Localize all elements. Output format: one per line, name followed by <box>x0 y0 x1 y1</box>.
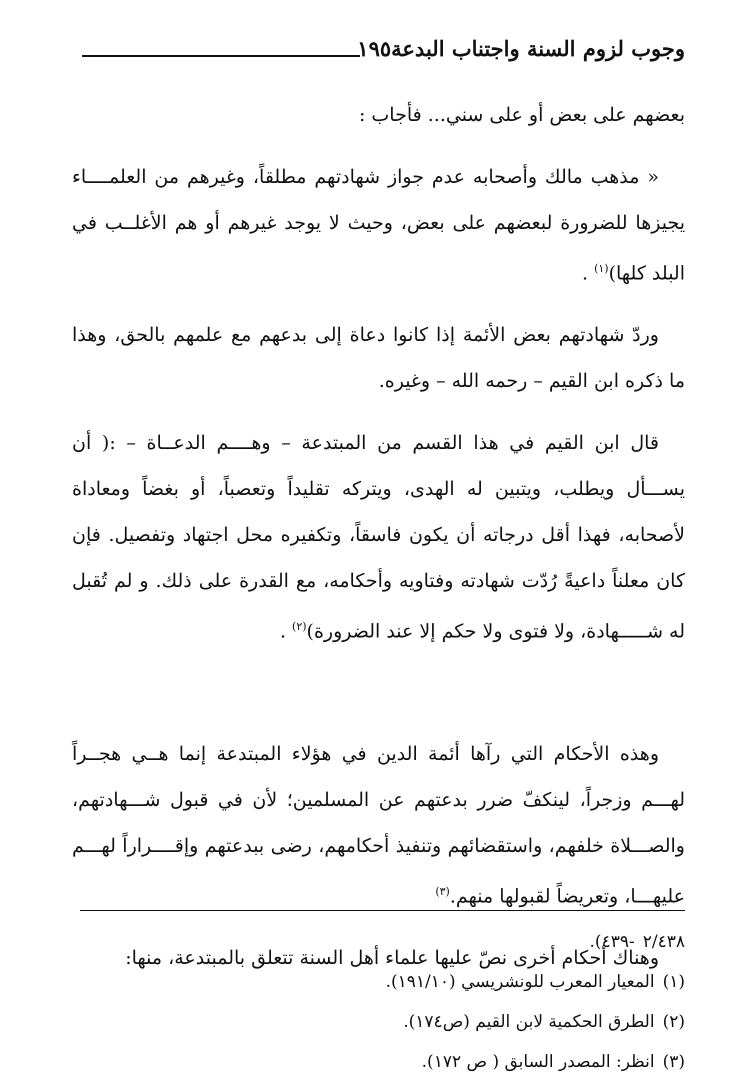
footnote-text: المعيار المعرب للونشريسي (١٩١/١٠). <box>385 972 655 992</box>
footnote-number: (٢) <box>662 1012 685 1032</box>
footnote-text: ٢/٤٣٨-٤٣٩). <box>589 932 685 952</box>
header-title: وجوب لزوم السنة واجتناب البدعة <box>391 35 685 61</box>
paragraph <box>72 312 685 404</box>
paragraph <box>72 92 685 138</box>
footnote-text: انظر: المصدر السابق ( ص ١٧٢). <box>421 1052 655 1072</box>
paragraph-text: بعضهم على بعض أو على سني... فأجاب : <box>358 104 685 126</box>
header-rule <box>82 55 360 57</box>
footnote-marker: (٣) <box>435 884 450 898</box>
footnotes <box>80 922 685 1082</box>
paragraph <box>72 154 685 296</box>
footnote-rule <box>80 910 685 911</box>
footnote-number: (٣) <box>662 1052 685 1072</box>
footnote-number: (١) <box>662 972 685 992</box>
footnote-marker: (٢) <box>292 620 307 634</box>
paragraph-tail: . <box>279 620 293 643</box>
footnote <box>80 962 685 1002</box>
footnote-marker: (١) <box>594 262 609 275</box>
body-text <box>72 92 685 997</box>
paragraph <box>72 731 685 919</box>
section-gap <box>72 671 685 731</box>
paragraph-text: وهناك أحكام أخرى نصّ عليها علماء أهل السنة تتعلق بالمبتدعة، منها: <box>125 946 659 969</box>
paragraph-tail: . <box>581 262 595 285</box>
paragraph-text: « مذهب مالك وأصحابه عدم جواز شهادتهم مطلقاً، وغيرهم من العلمــــاء يجيزها للضرورة لبعضهم على بعض، وحيث لا يوجد غيرهم أو هم الأغلــب في البلد كلها) <box>72 166 685 285</box>
paragraph-text: وردّ شهادتهم بعض الأئمة إذا كانوا دعاة إلى بدعهم مع علمهم بالحق، وهذا ما ذكره ابن القيم – رحمه الله – وغيره. <box>72 324 685 393</box>
running-header <box>82 30 685 66</box>
paragraph-text: قال ابن القيم في هذا القسم من المبتدعة – وهــــم الدعــاة – :( أن يســـأل ويطلب، ويتبين له الهدى، ويتركه تقليداً وتعصباً، أو بغضاً ومعاداة لأصحابه، فهذا أقل درجاته أن يكون فاسقاً، وتكفيره محل اجتهاد وتفصيل. فإن كان معلناً داعيةً رُدّت شهادته وفتاويه وأحكامه، مع القدرة على ذلك. و لم تُقبل له شـــــهادة، ولا فتوى ولا حكم إلا عند الضرورة) <box>72 432 686 643</box>
paragraph <box>72 420 685 654</box>
footnote <box>80 922 685 962</box>
footnote <box>80 1042 685 1082</box>
page-number: ١٩٥ <box>357 35 392 61</box>
paragraph-text: وهذه الأحكام التي رآها أئمة الدين في هؤلاء المبتدعة إنما هــي هجــراً لهـــم وزجراً، لينكفّ ضرر بدعتهم عن المسلمين؛ لأن في قبول شـــهادتهم، والصـــلاة خلفهم، واستقضائهم وتنفيذ أحكامهم، رضى ببدعتهم وإقــــراراً لهـــم عليهـــا، وتعريضاً لقبولها منهم. <box>72 742 685 907</box>
footnote-text: الطرق الحكمية لابن القيم (ص١٧٤). <box>403 1012 655 1032</box>
footnote <box>80 1002 685 1042</box>
